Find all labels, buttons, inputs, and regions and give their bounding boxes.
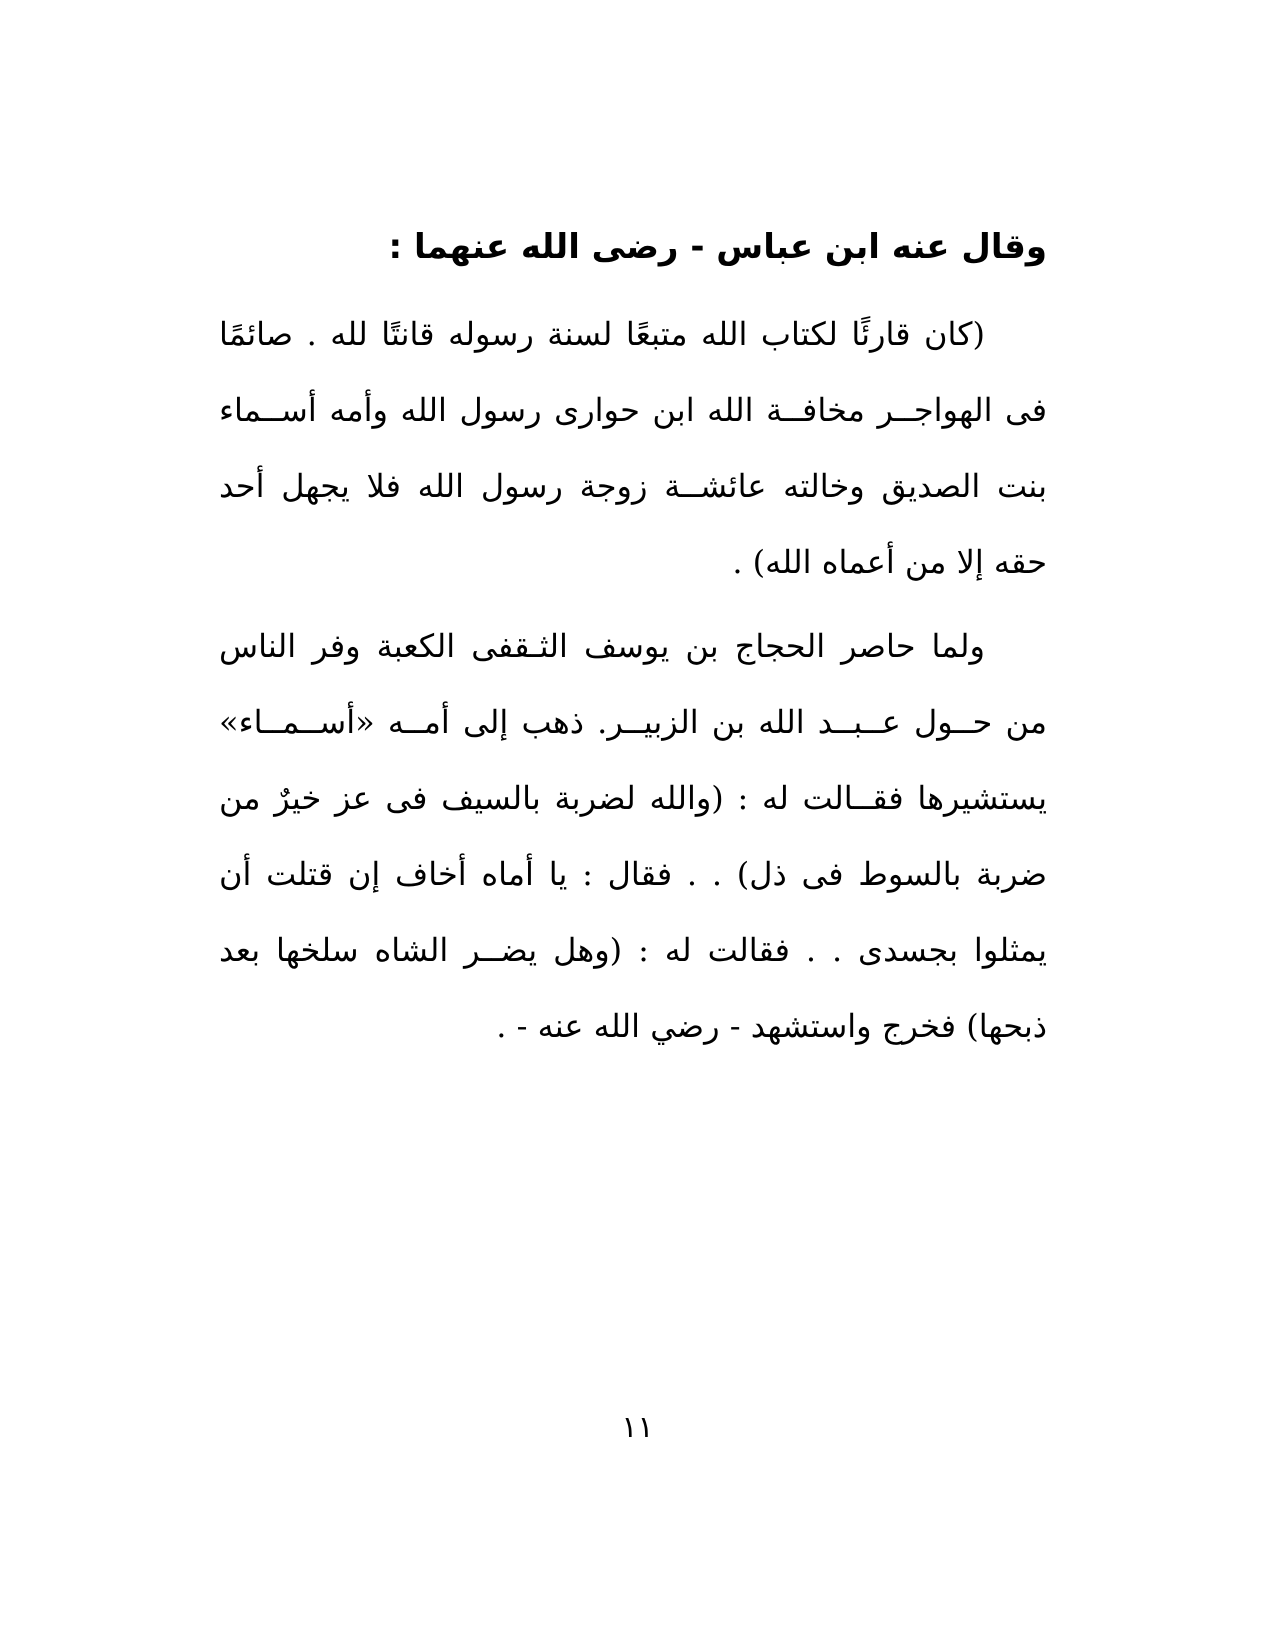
text-line: بنت الصديق وخالته عائشــة زوجة رسول الله فلا يجهل أحد bbox=[219, 467, 1047, 505]
text-line: (كان قارئًا لكتاب الله متبعًا لسنة رسوله قانتًا لله . صائمًا bbox=[219, 315, 986, 353]
text-line: حقه إلا من أعماه الله) . bbox=[732, 543, 1047, 581]
paragraph-story bbox=[219, 608, 1047, 1064]
text-line: ولما حاصر الحجاج بن يوسف الثـقفى الكعبة وفر الناس bbox=[219, 627, 985, 665]
text-line: يستشيرها فقــالت له : (والله لضربة بالسيف فى عز خيرٌ من bbox=[219, 779, 1047, 817]
paragraph-quote bbox=[219, 296, 1047, 600]
text-line: من حــول عــبــد الله بن الزبيــر. ذهب إلى أمــه «أســمــاء» bbox=[219, 703, 1047, 741]
text-line: يمثلوا بجسدى . . فقالت له : (وهل يضــر الشاه سلخها بعد bbox=[219, 931, 1047, 969]
text-line: ضربة بالسوط فى ذل) . . فقال : يا أماه أخاف إن قتلت أن bbox=[219, 855, 1047, 893]
text-line: ذبحها) فخرج واستشهد - رضي الله عنه - . bbox=[496, 1007, 1047, 1045]
text-line: فى الهواجــر مخافــة الله ابن حوارى رسول الله وأمه أســماء bbox=[219, 391, 1047, 429]
page-number: ١١ bbox=[621, 1410, 654, 1445]
section-heading: وقال عنه ابن عباس - رضى الله عنهما : bbox=[388, 227, 1047, 267]
